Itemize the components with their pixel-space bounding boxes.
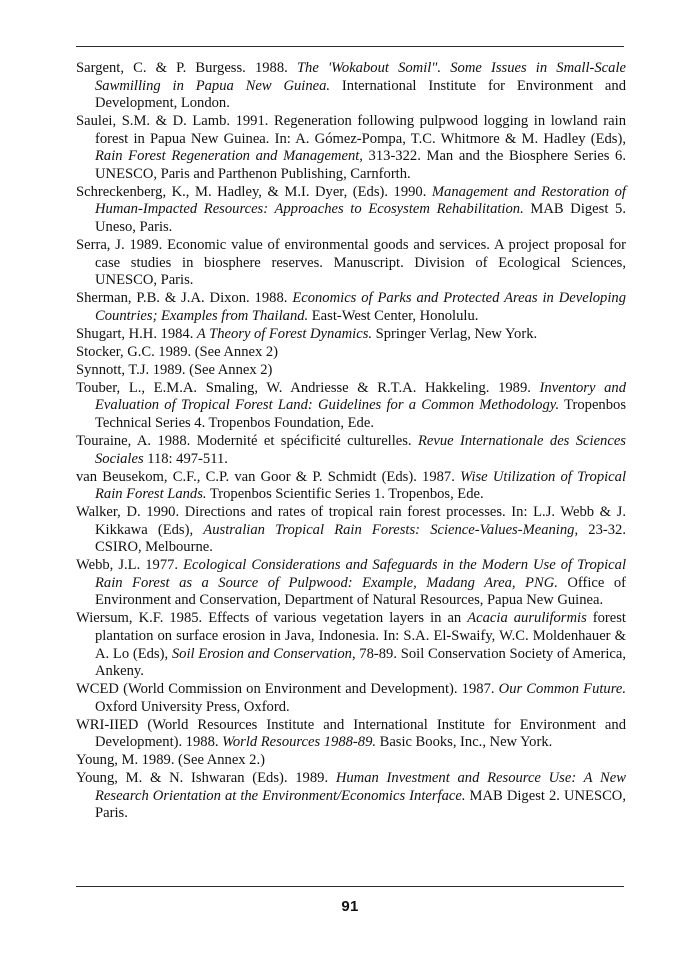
reference-title: Acacia auruliformis <box>467 610 587 627</box>
reference-entry <box>76 344 626 362</box>
reference-title: Economics of Parks and Protected Areas in Developing Countries; Examples from Thailand. <box>95 290 626 324</box>
reference-text: Serra, J. 1989. Economic value of environmental goods and services. A project proposal for case studies in biosphere reserves. Manuscript. Division of Ecological Sciences, UNESCO, Paris. <box>76 236 626 289</box>
reference-entry <box>76 60 626 113</box>
reference-text: Oxford University Press, Oxford. <box>95 698 290 715</box>
reference-entry <box>76 557 626 610</box>
reference-title: Soil Erosion and Conservation <box>171 645 352 662</box>
reference-text: WRI-IIED (World Resources Institute and International Institute for Environment and Development). 1988. <box>76 716 626 751</box>
reference-entry <box>76 362 626 380</box>
reference-text: Saulei, S.M. & D. Lamb. 1991. Regeneration following pulpwood logging in lowland rain forest in Papua New Guinea. In: A. Gómez-Pompa, T.C. Whitmore & M. Hadley (Eds), <box>76 113 626 147</box>
reference-text: Touber, L., E.M.A. Smaling, W. Andriesse & R.T.A. Hakkeling. 1989. <box>76 379 540 396</box>
reference-text: , 78-89. Soil Conservation Society of America, Ankeny. <box>95 645 626 680</box>
reference-entry <box>76 184 626 237</box>
reference-text: Stocker, G.C. 1989. (See Annex 2) <box>76 343 278 360</box>
reference-title: Ecological Considerations and Safeguards in the Modern Use of Tropical Rain Forest as a Source of Pulpwood: Example, Madang Area, PNG. <box>95 557 626 591</box>
page-number: 91 <box>341 898 359 915</box>
reference-text: Tropenbos Scientific Series 1. Tropenbos, Ede. <box>206 486 484 503</box>
reference-entry <box>76 113 626 183</box>
reference-text: Webb, J.L. 1977. <box>76 557 184 574</box>
reference-entry <box>76 717 626 752</box>
reference-entry <box>76 433 626 468</box>
reference-title: Wise Utilization of Tropical Rain Forest Lands. <box>95 468 626 503</box>
reference-entry <box>76 681 626 716</box>
reference-entry <box>76 504 626 557</box>
reference-text: Sargent, C. & P. Burgess. 1988. <box>76 60 297 76</box>
footer-rule <box>76 886 624 887</box>
reference-text: Wiersum, K.F. 1985. Effects of various vegetation layers in an <box>76 610 468 627</box>
reference-text: Office of Environment and Conservation, Department of Natural Resources, Papua New Guinea. <box>95 574 626 609</box>
reference-text: , 313-322. Man and the Biosphere Series 6. UNESCO, Paris and Parthenon Publishing, Carnforth. <box>95 148 626 182</box>
reference-text: 118: 497-511. <box>143 450 228 467</box>
reference-entry <box>76 770 626 823</box>
reference-title: World Resources 1988-89. <box>222 734 377 751</box>
reference-text: Walker, D. 1990. Directions and rates of tropical rain forest processes. In: L.J. Webb & J. Kikkawa (Eds), <box>76 504 626 538</box>
header-rule <box>76 46 624 47</box>
reference-entry <box>76 290 626 325</box>
reference-title: Management and Restoration of Human-Impacted Resources: Approaches to Ecosystem Rehabilitation. <box>95 183 626 218</box>
reference-text: Young, M. 1989. (See Annex 2.) <box>76 752 265 769</box>
reference-title: A Theory of Forest Dynamics. <box>196 325 373 342</box>
reference-entry <box>76 326 626 344</box>
reference-text: Springer Verlag, New York. <box>372 325 538 342</box>
reference-entry <box>76 610 626 680</box>
reference-text: Schreckenberg, K., M. Hadley, & M.I. Dyer, (Eds). 1990. <box>76 183 432 200</box>
reference-text: Touraine, A. 1988. Modernité et spécificité culturelles. <box>76 432 418 449</box>
reference-text: Young, M. & N. Ishwaran (Eds). 1989. <box>76 770 336 787</box>
reference-text: International Institute for Environment and Development, London. <box>95 77 626 112</box>
reference-text: WCED (World Commission on Environment and Development). 1987. <box>76 681 499 698</box>
reference-title: Our Common Future. <box>498 681 626 698</box>
reference-text: MAB Digest 5. Uneso, Paris. <box>95 201 626 235</box>
reference-title: Revue Internationale des Sciences Sociales <box>95 432 626 467</box>
reference-text: Tropenbos Technical Series 4. Tropenbos Foundation, Ede. <box>95 397 626 431</box>
reference-title: Australian Tropical Rain Forests: Science-Values-Meaning <box>203 521 575 538</box>
reference-title: The 'Wokabout Somil". Some Issues in Small-Scale Sawmilling in Papua New Guinea. <box>95 60 626 94</box>
reference-text: van Beusekom, C.F., C.P. van Goor & P. Schmidt (Eds). 1987. <box>76 468 461 485</box>
reference-text: East-West Center, Honolulu. <box>308 307 479 324</box>
reference-entry <box>76 380 626 433</box>
reference-text: , 23-32. CSIRO, Melbourne. <box>95 521 626 556</box>
reference-title: Inventory and Evaluation of Tropical Forest Land: Guidelines for a Common Methodology. <box>95 379 626 414</box>
reference-title: Human Investment and Resource Use: A New Research Orientation at the Environment/Economics Interface. <box>95 770 626 804</box>
reference-list <box>76 60 626 824</box>
reference-text: MAB Digest 2. UNESCO, Paris. <box>95 787 626 822</box>
reference-entry <box>76 237 626 290</box>
reference-text: forest plantation on surface erosion in Java, Indonesia. In: S.A. El-Swaify, W.C. Moldenhauer & A. Lo (Eds), <box>95 610 626 662</box>
reference-text: Sherman, P.B. & J.A. Dixon. 1988. <box>76 290 293 307</box>
reference-text: Shugart, H.H. 1984. <box>76 325 197 342</box>
reference-entry <box>76 752 626 770</box>
reference-text: Synnott, T.J. 1989. (See Annex 2) <box>76 361 273 378</box>
reference-title: Rain Forest Regeneration and Management <box>95 148 360 165</box>
reference-text: Basic Books, Inc., New York. <box>376 734 553 751</box>
reference-entry <box>76 469 626 504</box>
